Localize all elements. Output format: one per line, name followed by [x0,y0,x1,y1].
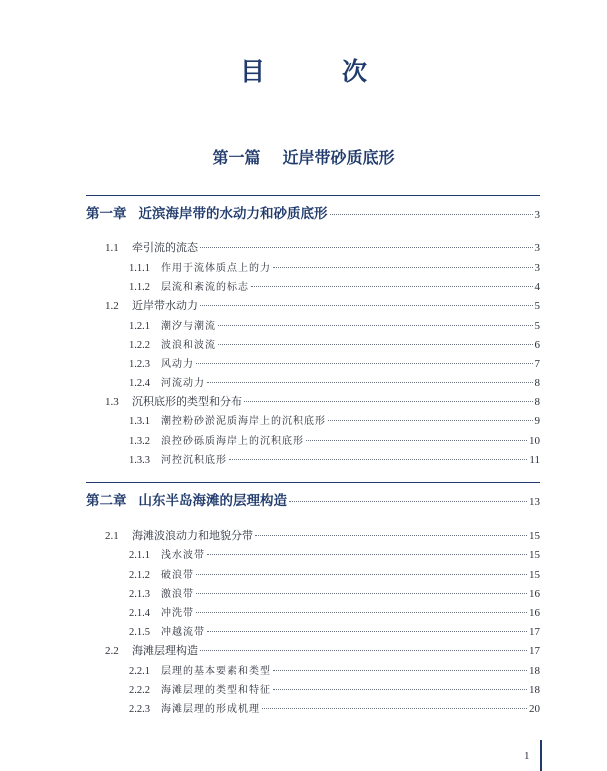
dot-leader [273,670,527,671]
toc-chapter-1[interactable] [86,202,540,222]
section-title: 牵引流的流态 [132,241,198,254]
part-heading [0,145,607,168]
page-number: 8 [534,377,540,389]
page-title: 目 次 [239,57,393,86]
subsection-title: 波浪和波流 [161,340,216,351]
subsection-title: 浅水波带 [161,550,205,561]
chapter-rule [86,482,540,483]
page-number: 9 [534,415,540,427]
toc-subsection[interactable] [129,355,540,370]
toc-subsection[interactable] [129,566,540,581]
toc-subsection[interactable] [129,546,540,561]
toc-subsection[interactable] [129,259,540,274]
part-number: 第一篇 [212,148,261,167]
page-number: 6 [534,339,540,351]
section-number: 1.1 [105,242,119,254]
toc-chapter-2[interactable] [86,489,540,509]
subsection-number: 2.2.2 [129,685,150,696]
toc-subsection[interactable] [129,374,540,389]
subsection-number: 2.1.1 [129,550,150,561]
section-title: 海滩波浪动力和地貌分带 [132,529,253,542]
subsection-title: 海滩层理的类型和特征 [161,685,271,696]
dot-leader [251,286,533,287]
dot-leader [200,305,533,306]
subsection-title: 河流动力 [161,378,205,389]
dot-leader [262,708,527,709]
part-title: 近岸带砂质底形 [282,148,395,167]
dot-leader [273,689,527,690]
chapter-number: 第一章 [86,206,127,222]
toc-subsection[interactable] [129,317,540,332]
section-number: 1.2 [105,300,119,312]
dot-leader [255,535,527,536]
toc-section[interactable] [105,527,540,543]
subsection-title: 层理的基本要素和类型 [161,666,271,677]
dot-leader [273,267,533,268]
dot-leader [244,401,533,402]
section-number: 1.3 [105,396,119,408]
page-number: 5 [534,320,540,332]
section-title: 近岸带水动力 [132,299,198,312]
subsection-title: 冲越流带 [161,627,205,638]
page-number: 17 [529,626,540,638]
subsection-title: 破浪带 [161,570,194,581]
dot-leader [196,593,527,594]
chapter-number: 第二章 [86,493,127,509]
toc-subsection[interactable] [129,604,540,619]
subsection-number: 1.3.2 [129,436,150,447]
page-number: 15 [529,549,540,561]
dot-leader [196,612,527,613]
dot-leader [229,459,527,460]
dot-leader [218,344,533,345]
page-number: 18 [529,684,540,696]
page-number: 3 [534,262,540,274]
page-number: 3 [534,209,540,221]
subsection-title: 作用于流体质点上的力 [161,263,271,274]
subsection-title: 浪控砂砾质海岸上的沉积底形 [161,436,304,447]
dot-leader [218,325,533,326]
dot-leader [200,650,527,651]
section-title: 沉积底形的类型和分布 [132,395,242,408]
page-number: 20 [529,703,540,715]
toc-section[interactable] [105,393,540,409]
page-number: 17 [529,645,540,657]
subsection-title: 层流和紊流的标志 [161,282,249,293]
subsection-number: 2.1.2 [129,570,150,581]
subsection-title: 海滩层理的形成机理 [161,704,260,715]
toc-subsection[interactable] [129,432,540,447]
page-number: 18 [529,665,540,677]
toc-section[interactable] [105,642,540,658]
subsection-title: 风动力 [161,359,194,370]
subsection-title: 河控沉积底形 [161,455,227,466]
page-number: 4 [534,281,540,293]
dot-leader [207,382,533,383]
dot-leader [207,554,527,555]
toc-subsection[interactable] [129,623,540,638]
folio-bar [540,740,542,771]
dot-leader [289,501,527,502]
subsection-number: 1.1.2 [129,282,150,293]
toc-subsection[interactable] [129,681,540,696]
subsection-number: 1.2.1 [129,321,150,332]
page-number: 7 [534,358,540,370]
page-number: 11 [529,454,540,466]
toc-subsection[interactable] [129,451,540,466]
toc-subsection[interactable] [129,700,540,715]
dot-leader [328,420,533,421]
subsection-number: 1.2.3 [129,359,150,370]
page-number: 10 [529,435,540,447]
dot-leader [207,631,527,632]
dot-leader [330,214,533,215]
page-number: 15 [529,530,540,542]
subsection-number: 2.1.5 [129,627,150,638]
page-number: 8 [534,396,540,408]
section-number: 2.2 [105,645,119,657]
subsection-title: 激浪带 [161,589,194,600]
toc-subsection[interactable] [129,585,540,600]
subsection-number: 1.3.1 [129,416,150,427]
page-number: 3 [534,242,540,254]
section-title: 海滩层理构造 [132,644,198,657]
subsection-number: 1.2.4 [129,378,150,389]
dot-leader [306,440,527,441]
folio-page-number: 1 [524,750,530,762]
toc-subsection[interactable] [129,662,540,677]
dot-leader [196,363,533,364]
chapter-title: 山东半岛海滩的层理构造 [138,493,287,509]
chapter-title: 近滨海岸带的水动力和砂质底形 [138,206,328,222]
toc-section[interactable] [105,239,540,255]
dot-leader [200,247,533,248]
page-number: 5 [534,300,540,312]
toc-section[interactable] [105,297,540,313]
subsection-number: 1.2.2 [129,340,150,351]
chapter-rule [86,195,540,196]
subsection-number: 2.1.4 [129,608,150,619]
subsection-number: 2.2.1 [129,666,150,677]
subsection-number: 2.1.3 [129,589,150,600]
page-number: 15 [529,569,540,581]
dot-leader [196,574,527,575]
toc-subsection[interactable] [129,412,540,427]
page-number: 16 [529,607,540,619]
subsection-number: 1.1.1 [129,263,150,274]
subsection-title: 潮汐与潮流 [161,321,216,332]
section-number: 2.1 [105,530,119,542]
page-number: 13 [529,496,540,508]
subsection-number: 2.2.3 [129,704,150,715]
subsection-number: 1.3.3 [129,455,150,466]
subsection-title: 冲洗带 [161,608,194,619]
subsection-title: 潮控粉砂淤泥质海岸上的沉积底形 [161,416,326,427]
toc-subsection[interactable] [129,336,540,351]
toc-subsection[interactable] [129,278,540,293]
page-number: 16 [529,588,540,600]
